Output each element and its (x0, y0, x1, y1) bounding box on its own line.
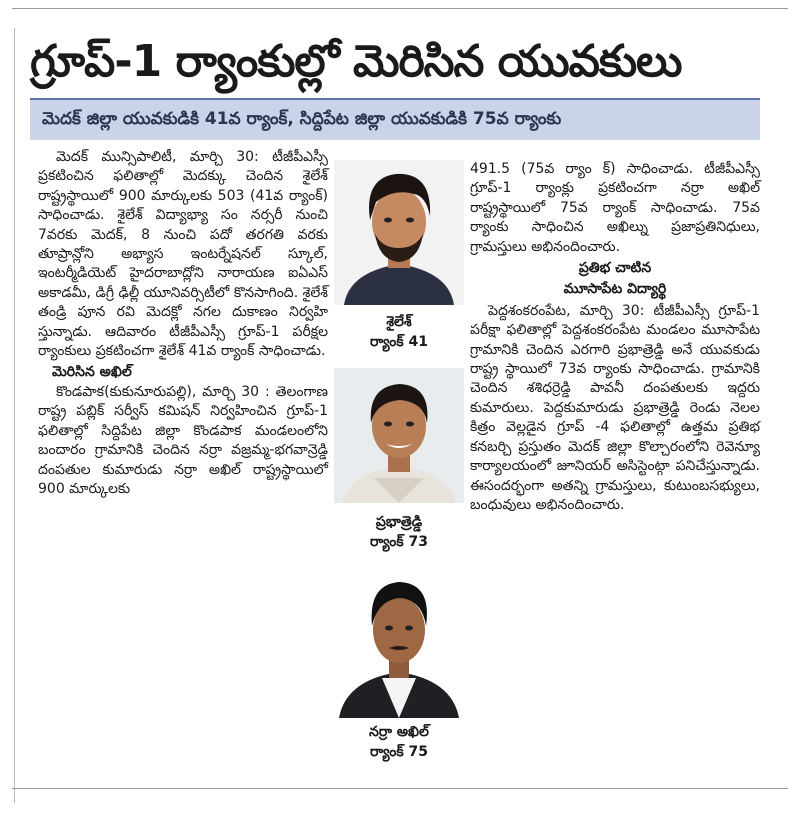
photo-caption (334, 722, 464, 762)
left-column (38, 148, 328, 499)
photo-shailesh (334, 160, 464, 305)
bottom-rule (12, 788, 788, 789)
caption-rank: ర్యాంక్ 75 (370, 744, 428, 760)
article-paragraph: 491.5 (75వ ర్యాం క్) సాధించాడు. టీజీపీఎస్సీ గ్రూప్-1 ర్యాంక్లు ప్రకటించగా నర్రా అఖిల్ రాష్ట్రస్థాయిలో 75వ ర్యాంక్ సాధించాడు. 75వ ర్యాంకు సాధించిన అఖిల్ను ప్రజాప్రతినిధులు, గ్రామస్తులు అభినందించారు. (470, 161, 760, 255)
next-article-headline-cropped (30, 796, 770, 823)
caption-name: నర్రా అఖిల్ (369, 724, 429, 740)
article-paragraph: పెద్దశంకరంపేట, మార్చి 30: టీజీపీఎస్సీ గ్రూప్-1 పరీక్షా ఫలితాల్లో పెద్దశంకరంపేట మండలం మూసాపేట గ్రామానికి చెందిన ఎరగారి ప్రభాత్రెడ్డి అనే యువకుడు రాష్ట్ర స్థాయిలో 73వ ర్యాంకు సాధించాడు. గ్రామానికి చెందిన శశిధర్రెడ్డి పావనీ దంపతులకు ఇద్దరు కుమారులు. పెద్దకుమారుడు ప్రభాత్రెడ్డి రెండు నెలల కిత్రం వెల్లడైన గ్రూప్ -4 ఫలితాల్లో ఉత్తమ ప్రతిభ కనబర్చి ప్రస్తుతం మెదక్ జిల్లా కొల్చారంలోని రెవెన్యూ కార్యాలయంలో జూనియర్ అసిస్టెంట్గా పనిచేస్తున్నాడు. ఈసందర్భంగా అతన్ని గ్రామస్తులు, కుటుంబసభ్యులు, బంధువులు అభినందించారు. (470, 302, 760, 513)
column-rule (14, 28, 15, 803)
article-paragraph: మెదక్ మున్సిపాలిటీ, మార్చి 30: టీజీపీఎస్సీ ప్రకటించిన ఫలితాల్లో మెదక్కు చెందిన శైలేశ్ రాష్ట్రస్థాయిలో 900 మార్కులకు 503 (41వ ర్యాంక్) సాధించాడు. శైలేశ్ విద్యాభ్యా సం నర్సరీ నుంచి 7వరకు మెదక్, 8 నుంచి పదో తరగతి వరకు తూప్రాన్లోని అభ్యాస ఇంటర్నేషనల్ స్కూల్, ఇంటర్మీడియెట్ హైదరాబాద్లోని నారాయణ ఐఏఎస్ అకాడమీ, డిగ్రీ ఢిల్లీ యూనివర్సిటీలో కొనసాగింది. శైలేశ్ తండ్రి పూన రవి మెదక్లో నగల దుకాణం నిర్వహి స్తున్నాడు. ఆదివారం టీజీపీఎస్సీ గ్రూప్-1 పరీక్షల ర్యాంకులు ప్రకటించగా శైలేశ్ 41వ ర్యాంక్ సాధించాడు. (38, 149, 328, 360)
right-column (470, 160, 760, 515)
caption-rank: ర్యాంక్ 41 (370, 334, 428, 350)
top-rule (12, 8, 788, 9)
caption-name: ప్రభాత్రెడ్డి (375, 514, 423, 530)
caption-rank: ర్యాంక్ 73 (370, 534, 428, 550)
side-heading: ప్రతిభ చాటిన (578, 260, 652, 277)
photo-caption (334, 512, 464, 552)
caption-name: శైలేశ్ (386, 314, 412, 330)
subheadline-band (30, 98, 760, 140)
photo-prabhath-reddy (334, 368, 464, 503)
subheadline: మెదక్ జిల్లా యువకుడికి 41వ ర్యాంక్, సిద్దిపేట జిల్లా యువకుడికి 75వ ర్యాంకు (42, 109, 562, 129)
headline: గ్రూప్-1 ర్యాంకుల్లో మెరిసిన యువకులు (30, 36, 682, 87)
article-paragraph: కొండపాక(కుకునూరుపల్లి), మార్చి 30 : తెలంగాణ రాష్ట్ర పబ్లిక్ సర్వీస్ కమిషన్ నిర్వహించిన గ్రూప్-1 ఫలితాల్లో సిద్దిపేట జిల్లా కొండపాక మండలంలోని బందారం గ్రామానికి చెందిన నర్రా వజ్రమ్మ-భగవాన్రెడ్డి దంపతుల కుమారుడు నర్రా అఖిల్ రాష్ట్రస్థాయిలో 900 మార్కులకు (38, 383, 328, 497)
photo-caption (334, 312, 464, 352)
side-heading: మెరిసిన అఖిల్ (52, 364, 132, 381)
side-heading: మూసాపేట విద్యార్థి (563, 281, 667, 298)
photo-narra-akhil (334, 568, 464, 718)
